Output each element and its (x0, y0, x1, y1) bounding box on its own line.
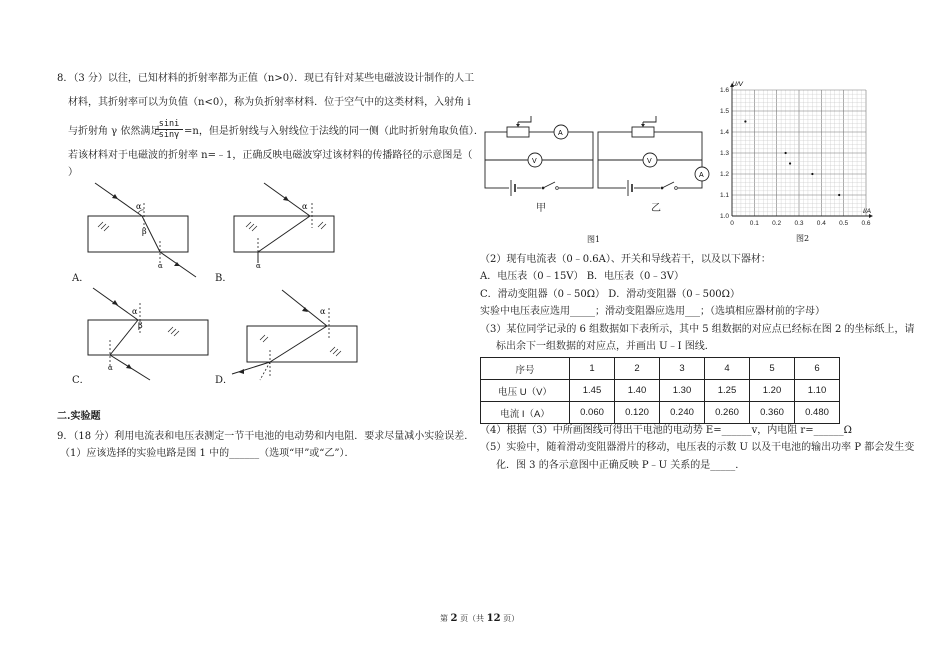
x-tick-label: 0.5 (839, 220, 849, 227)
graph-axes (730, 83, 873, 218)
y-tick-label: 1.0 (719, 213, 729, 220)
table-header: 6 (795, 358, 840, 380)
table-cell: 0.260 (705, 402, 750, 424)
data-point (838, 194, 840, 196)
table-row (481, 380, 840, 402)
y-tick-label: 1.1 (719, 192, 729, 199)
table-header: 1 (570, 358, 615, 380)
table-header: 5 (750, 358, 795, 380)
table-cell: 1.45 (570, 380, 615, 402)
circuit-jia-label: 甲 (536, 203, 546, 214)
q8-line1: 8．（3 分）以往，已知材料的折射率都为正值（n>0）．现已有针对某些电磁波设计制作的人工 (57, 73, 475, 84)
x-axis-label: I/A (863, 208, 871, 215)
table-cell: 1.30 (660, 380, 705, 402)
table-header: 3 (660, 358, 705, 380)
x-tick-label: 0.6 (861, 220, 871, 227)
p3-line1: （3）某位同学记录的 6 组数据如下表所示，其中 5 组数据的对应点已经标在图 2 的坐标纸上，请 (480, 324, 915, 335)
table-cell: 0.360 (750, 402, 795, 424)
alpha-label: α (158, 262, 163, 270)
table-row (481, 402, 840, 424)
y-tick-label: 1.6 (719, 87, 729, 94)
table-cell: 1.20 (750, 380, 795, 402)
q8-line2: 材料，其折射率可以为负值（n<0），称为负折射率材料．位于空气中的这类材料，入射角 i (68, 97, 471, 108)
p2-line2: A．电压表（0﹣15V） B．电压表（0﹣3V） (480, 271, 685, 282)
circuit-jia (485, 118, 595, 193)
u-i-graph (715, 80, 875, 230)
p3-line2: 标出余下一组数据的对应点，并画出 U﹣I 图线． (496, 341, 715, 352)
p5-line1: （5）实验中，随着滑动变阻器滑片的移动，电压表的示数 U 以及干电池的输出功率 P 都会发生变 (480, 442, 915, 453)
fraction-denominator: sinγ (158, 130, 180, 140)
table-row (481, 358, 840, 380)
beta-label: β (142, 227, 147, 236)
x-tick-label: 0.4 (816, 220, 826, 227)
p2-line1: （2）现有电流表（0﹣0.6A）、开关和导线若干，以及以下器材： (480, 254, 771, 265)
p2-line4: 实验中电压表应选用_____；滑动变阻器应选用___；（选填相应器材前的字母） (480, 306, 825, 317)
alpha-label: α (108, 364, 113, 372)
data-point (785, 152, 787, 154)
ammeter-label: A (558, 130, 563, 137)
x-tick-label: 0 (730, 220, 734, 227)
option-b-diagram (234, 183, 364, 278)
table-cell: 电压 U（V） (481, 380, 570, 402)
option-a-label[interactable]: A． (72, 273, 90, 284)
option-c-label[interactable]: C． (72, 375, 90, 386)
table-cell: 0.240 (660, 402, 705, 424)
q8-line4: 若该材料对于电磁波的折射率 n=﹣1，正确反映电磁波穿过该材料的传播路径的示意图是（ (68, 150, 473, 161)
data-point (744, 120, 746, 122)
snell-fraction (155, 119, 183, 140)
table-header: 4 (705, 358, 750, 380)
q8-line3a: 与折射角 γ 依然满足 (68, 126, 161, 137)
table-header: 序号 (481, 358, 570, 380)
option-b-label[interactable]: B． (215, 273, 233, 284)
q8-line3b: =n，但是折射线与入射线位于法线的同一侧（此时折射角取负值）． (184, 126, 484, 137)
table-header: 2 (615, 358, 660, 380)
alpha-label: α (302, 202, 308, 211)
y-tick-label: 1.3 (719, 150, 729, 157)
y-tick-labels (720, 87, 729, 220)
table-cell: 0.120 (615, 402, 660, 424)
x-tick-labels (730, 220, 871, 227)
y-tick-label: 1.5 (719, 108, 729, 115)
y-tick-label: 1.2 (719, 171, 729, 178)
circuit-yi (598, 118, 708, 193)
section-title: 二.实验题 (57, 411, 101, 422)
alpha-label: α (136, 202, 142, 211)
beta-label: β (138, 321, 143, 330)
option-a-diagram (88, 183, 218, 278)
footer-text: 页） (503, 614, 520, 623)
option-d-label[interactable]: D． (215, 375, 234, 386)
fig1-caption: 图1 (587, 235, 601, 244)
fig2-caption: 图2 (796, 234, 810, 243)
data-point (789, 162, 791, 164)
q9-line2: （1）应该选择的实验电路是图 1 中的______（选项“甲”或“乙”）． (60, 448, 355, 459)
p4-line: （4）根据（3）中所画图线可得出干电池的电动势 E=______v，内电阻 r=______Ω (480, 425, 852, 436)
alpha-label: α (132, 307, 138, 316)
footer-text: 第 (440, 614, 448, 623)
page-number: 2 (450, 613, 458, 624)
table-cell: 电流 I（A） (481, 402, 570, 424)
table-cell: 0.060 (570, 402, 615, 424)
circuit-yi-label: 乙 (651, 203, 661, 214)
ammeter-label: A (699, 172, 704, 179)
voltmeter-label: V (647, 158, 652, 165)
alpha-label: α (320, 307, 326, 316)
alpha-label: α (256, 262, 261, 270)
x-tick-label: 0.3 (794, 220, 804, 227)
p5-line2: 化．图 3 的各示意图中正确反映 P﹣U 关系的是_____． (496, 460, 746, 471)
fraction-numerator: sini (155, 119, 183, 130)
y-tick-label: 1.4 (719, 129, 729, 136)
option-c-diagram (88, 288, 218, 383)
graph-grid (732, 90, 866, 216)
option-d-diagram (232, 290, 372, 385)
table-cell: 1.40 (615, 380, 660, 402)
table-cell: 1.10 (795, 380, 840, 402)
q9-line1: 9．（18 分）利用电流表和电压表测定一节干电池的电动势和内电阻．要求尽量减小实验误差． (57, 431, 475, 442)
y-axis-label: U/V (732, 81, 743, 88)
x-tick-label: 0.2 (772, 220, 782, 227)
table-cell: 1.25 (705, 380, 750, 402)
page-total: 12 (486, 613, 501, 624)
footer-text: 页（共 (460, 614, 485, 623)
q8-line5: ） (68, 167, 78, 178)
table-cell: 0.480 (795, 402, 840, 424)
page-footer (440, 614, 519, 624)
data-point (811, 173, 813, 175)
p2-line3: C．滑动变阻器（0﹣50Ω） D．滑动变阻器（0﹣500Ω） (480, 289, 740, 300)
voltmeter-label: V (532, 158, 537, 165)
x-tick-label: 0.1 (749, 220, 759, 227)
data-table (480, 357, 840, 424)
